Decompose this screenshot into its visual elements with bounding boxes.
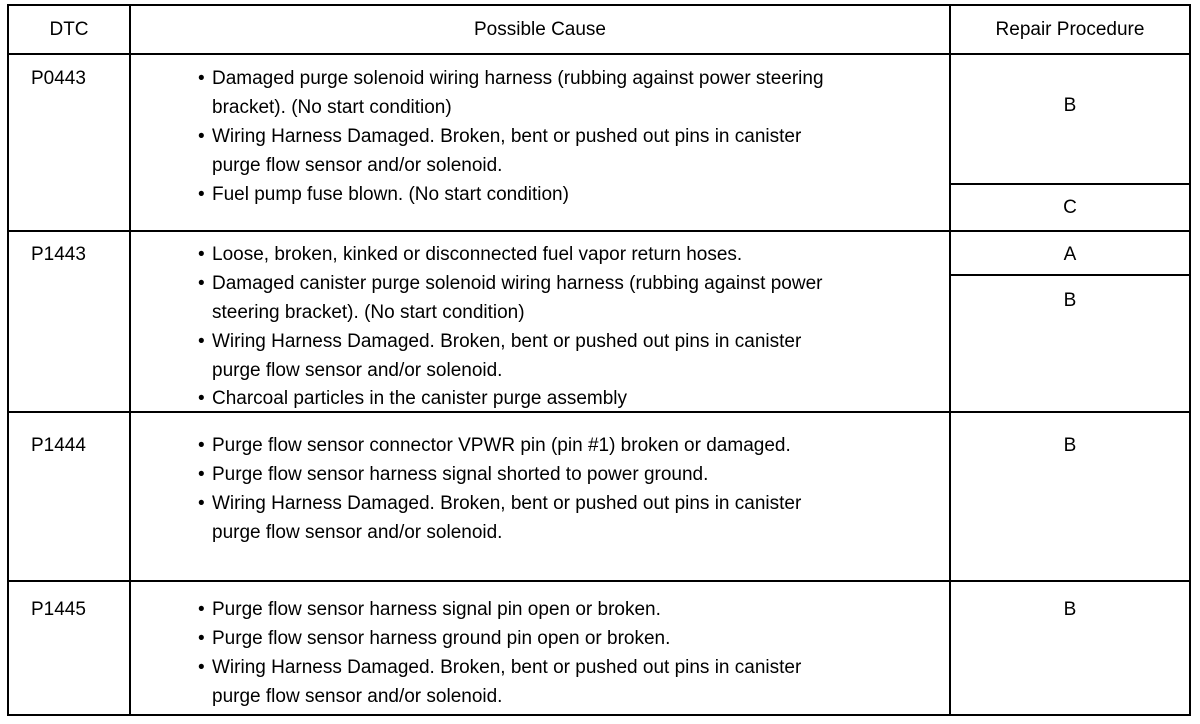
dtc-code: P1444 [31, 435, 86, 456]
cause-text-cont: bracket). (No start condition) [212, 97, 452, 118]
bullet: • [198, 244, 205, 265]
cause-text: Damaged purge solenoid wiring harness (rubbing against power steering [212, 68, 824, 89]
cause-text-cont: purge flow sensor and/or solenoid. [212, 360, 503, 381]
header-divider [9, 53, 1189, 55]
bullet: • [198, 331, 205, 352]
header-dtc: DTC [49, 19, 89, 40]
cause-text-cont: steering bracket). (No start condition) [212, 302, 525, 323]
bullet: • [198, 435, 205, 456]
bullet: • [198, 126, 205, 147]
header-possible-cause: Possible Cause [473, 19, 607, 40]
cause-text: Loose, broken, kinked or disconnected fuel vapor return hoses. [212, 244, 743, 265]
repair-procedure: B [1063, 435, 1077, 456]
bullet: • [198, 68, 205, 89]
cause-text: Fuel pump fuse blown. (No start condition) [212, 184, 569, 205]
bullet: • [198, 599, 205, 620]
cause-text: Purge flow sensor harness signal pin open or broken. [212, 599, 661, 620]
col-divider-1 [129, 6, 131, 714]
cause-text: Wiring Harness Damaged. Broken, bent or pushed out pins in canister [212, 126, 802, 147]
repair-subdivider-p0443 [949, 183, 1189, 185]
cause-text: Charcoal particles in the canister purge assembly [212, 388, 628, 409]
repair-procedure: A [1063, 244, 1077, 265]
cause-text: Wiring Harness Damaged. Broken, bent or pushed out pins in canister [212, 657, 802, 678]
repair-procedure: B [1063, 290, 1077, 311]
dtc-table [7, 4, 1191, 716]
cause-text: Wiring Harness Damaged. Broken, bent or pushed out pins in canister [212, 331, 802, 352]
cause-text: Purge flow sensor harness ground pin open or broken. [212, 628, 671, 649]
cause-text-cont: purge flow sensor and/or solenoid. [212, 155, 503, 176]
bullet: • [198, 628, 205, 649]
cause-text: Damaged canister purge solenoid wiring harness (rubbing against power [212, 273, 823, 294]
cause-text: Purge flow sensor harness signal shorted to power ground. [212, 464, 709, 485]
repair-subdivider-p1443 [949, 274, 1189, 276]
repair-procedure: C [1063, 197, 1077, 218]
dtc-code: P0443 [31, 68, 86, 89]
bullet: • [198, 464, 205, 485]
dtc-code: P1445 [31, 599, 86, 620]
row-divider-3 [9, 580, 1189, 582]
row-divider-1 [9, 230, 1189, 232]
bullet: • [198, 657, 205, 678]
repair-procedure: B [1063, 599, 1077, 620]
cause-text-cont: purge flow sensor and/or solenoid. [212, 686, 503, 707]
bullet: • [198, 273, 205, 294]
dtc-code: P1443 [31, 244, 86, 265]
cause-text-cont: purge flow sensor and/or solenoid. [212, 522, 503, 543]
bullet: • [198, 493, 205, 514]
cause-text: Purge flow sensor connector VPWR pin (pin #1) broken or damaged. [212, 435, 791, 456]
bullet: • [198, 184, 205, 205]
bullet: • [198, 388, 205, 409]
cause-text: Wiring Harness Damaged. Broken, bent or pushed out pins in canister [212, 493, 802, 514]
header-repair-procedure: Repair Procedure [995, 19, 1145, 40]
repair-procedure: B [1063, 95, 1077, 116]
